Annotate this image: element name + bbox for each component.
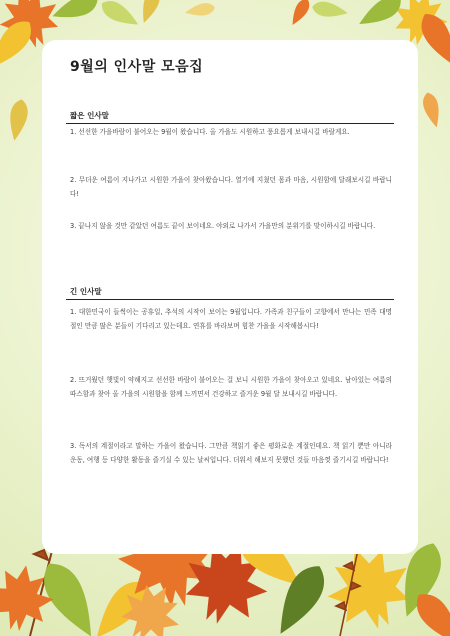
short-greeting-1: 1. 선선한 가을바람이 불어오는 9월이 왔습니다. 올 가을도 시원하고 풍요롭게 보내시길 바랄게요. — [70, 128, 350, 136]
section-divider — [66, 299, 394, 300]
long-greeting-1: 1. 대한민국이 들썩이는 공휴일, 추석의 시작이 보이는 9월입니다. 가족과 친구들이 고향에서 만나는 민족 대명절인 만큼 많은 분들이 기다리고 있는데요. 연휴를 바라보며 힘찬 가을을 시작해봅시다! — [70, 308, 392, 330]
short-greeting-2: 2. 무더운 여름이 지나가고 시원한 가을이 찾아왔습니다. 열기에 지쳤던 몸과 마음, 시원함에 달래보시길 바랍니다! — [70, 176, 392, 198]
short-greeting-3: 3. 끝나지 않을 것만 같았던 여름도 끝이 보이네요. 야외로 나가서 가을만의 분위기를 맞이하시길 바랍니다. — [70, 222, 376, 230]
long-greeting-2: 2. 뜨거웠던 햇빛이 약해지고 선선한 바람이 불어오는 걸 보니 시원한 가을이 찾아오고 있네요. 남아있는 여름의 따스함과 찾아 올 가을의 시원함을 함께 느끼면서 건강하고 즐거운 9월 달 보내시길 바랍니다. — [70, 376, 392, 398]
long-greetings-heading: 긴 인사말 — [70, 287, 102, 296]
document-card — [42, 40, 418, 554]
document-title: 9월의 인사말 모음집 — [70, 59, 204, 75]
section-divider — [66, 123, 394, 124]
short-greetings-heading: 짧은 인사말 — [70, 111, 109, 120]
long-greeting-3: 3. 독서의 계절이라고 말하는 가을이 왔습니다. 그만큼 책읽기 좋은 평화로운 계절인데요. 책 읽기 뿐만 아니라 운동, 여행 등 다양한 활동을 즐기실 수 있는 날씨입니다. 더워서 해보지 못했던 것들 마음껏 즐기시길 바랍니다! — [70, 442, 392, 464]
